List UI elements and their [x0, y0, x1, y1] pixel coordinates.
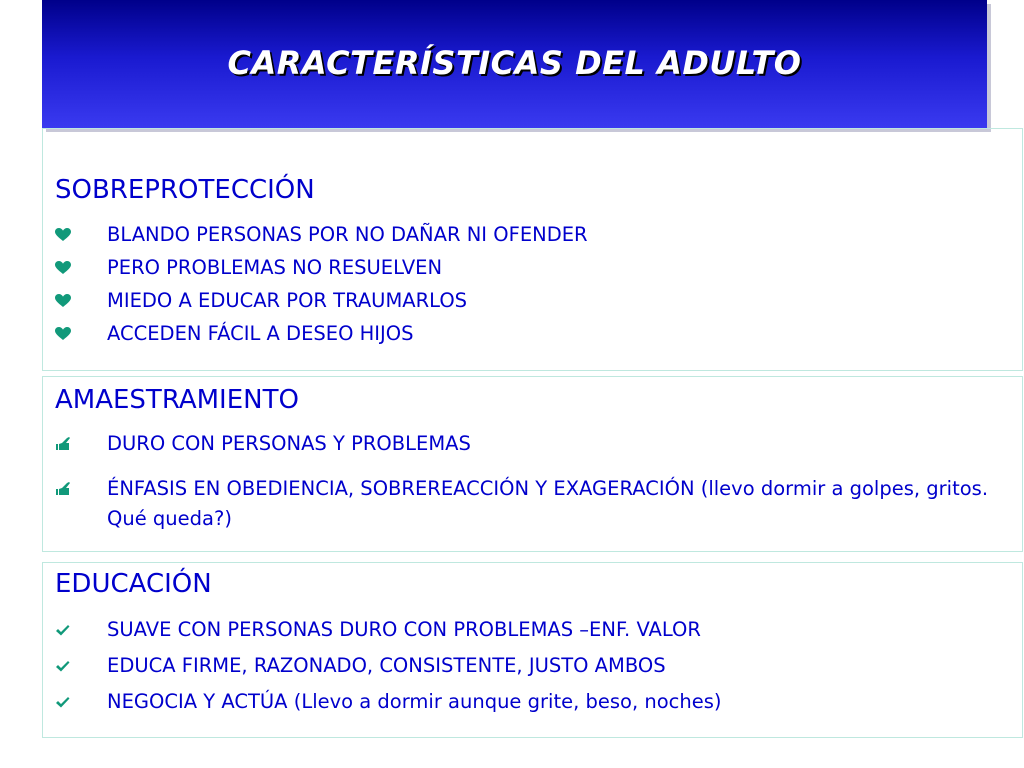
- check-icon: [55, 651, 107, 681]
- check-icon: [55, 687, 107, 717]
- list-item: [55, 474, 998, 534]
- check-icon: [55, 615, 107, 645]
- list-item-text: SUAVE CON PERSONAS DURO CON PROBLEMAS –ENF. VALOR: [107, 618, 701, 641]
- list-item: [55, 651, 998, 681]
- list-item-text: ÉNFASIS EN OBEDIENCIA, SOBREREACCIÓN Y EXAGERACIÓN (llevo dormir a golpes, gritos. Qué queda?): [107, 477, 989, 530]
- section-heading: AMAESTRAMIENTO: [55, 385, 299, 415]
- page-title: CARACTERÍSTICAS DEL ADULTO: [227, 44, 802, 82]
- pointing-hand-icon: [55, 429, 107, 459]
- heart-icon: [55, 253, 107, 283]
- list-item: [55, 319, 998, 349]
- heart-icon: [55, 286, 107, 316]
- list-item-text: EDUCA FIRME, RAZONADO, CONSISTENTE, JUSTO AMBOS: [107, 654, 666, 677]
- list-item: [55, 286, 998, 316]
- heart-icon: [55, 220, 107, 250]
- list-item: [55, 429, 998, 459]
- title-bar: [42, 0, 987, 128]
- list-item: [55, 220, 998, 250]
- list-item: [55, 615, 998, 645]
- list-item-text: PERO PROBLEMAS NO RESUELVEN: [107, 256, 443, 279]
- section-amaestramiento: [42, 376, 1023, 552]
- list-item: [55, 687, 998, 717]
- section-sobreproteccion: [42, 128, 1023, 371]
- heart-icon: [55, 319, 107, 349]
- section-heading: EDUCACIÓN: [55, 569, 212, 599]
- list-item-text: MIEDO A EDUCAR POR TRAUMARLOS: [107, 289, 468, 312]
- list-item-text: BLANDO PERSONAS POR NO DAÑAR NI OFENDER: [107, 223, 588, 246]
- pointing-hand-icon: [55, 474, 107, 504]
- list-item-text: ACCEDEN FÁCIL A DESEO HIJOS: [107, 322, 414, 345]
- section-heading: SOBREPROTECCIÓN: [55, 175, 315, 205]
- list-item: [55, 253, 998, 283]
- list-item-text: NEGOCIA Y ACTÚA (Llevo a dormir aunque grite, beso, noches): [107, 690, 722, 713]
- list-item-text: DURO CON PERSONAS Y PROBLEMAS: [107, 432, 471, 455]
- section-educacion: [42, 562, 1023, 738]
